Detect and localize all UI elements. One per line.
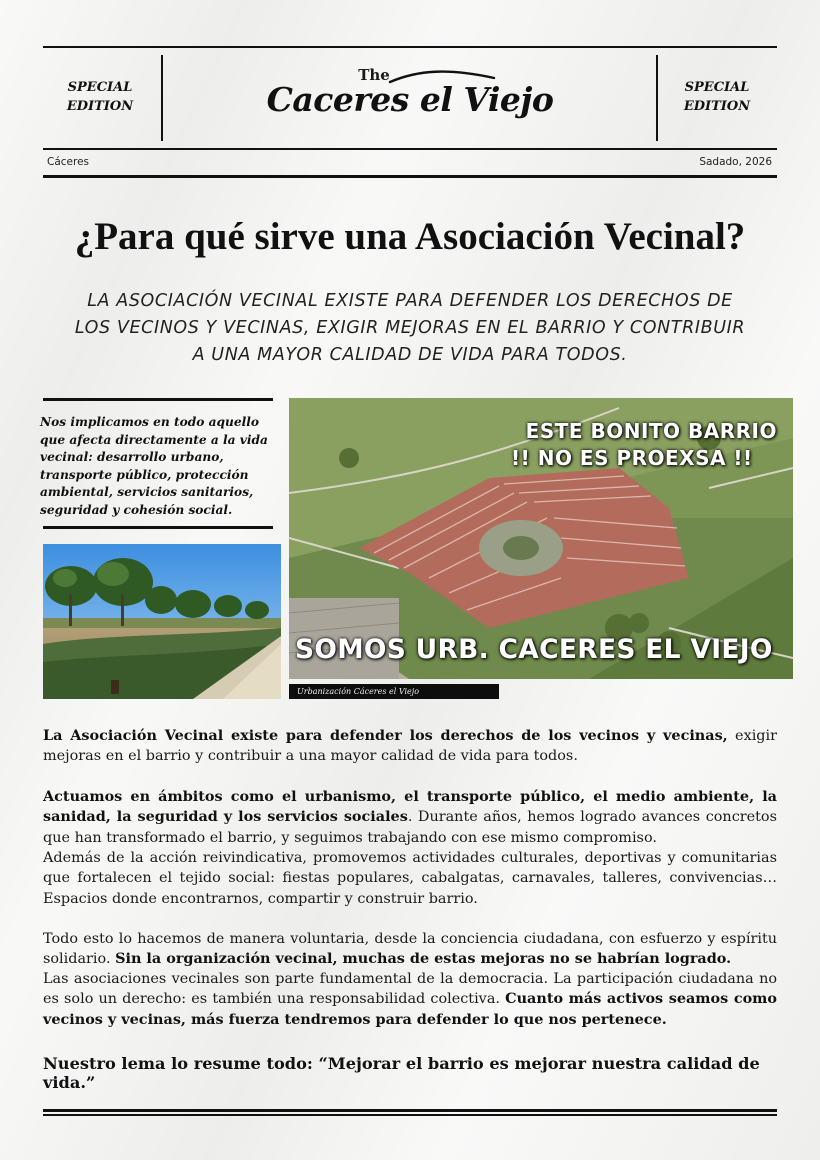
special-edition-left: SPECIAL EDITION: [66, 80, 134, 114]
motto: Nuestro lema lo resume todo: “Mejorar el barrio es mejorar nuestra calidad de vida.”: [43, 1054, 760, 1092]
aerial-photo: [289, 398, 793, 679]
masthead-bottom-rule: [43, 148, 777, 150]
dateline-date: Sadado, 2026: [699, 156, 772, 168]
dateline-rule: [43, 175, 777, 178]
paragraph-3: [43, 848, 777, 909]
paragraph-5-bold: Cuanto más activos seamos como vecinos y vecinas, más fuerza tendremos para defender lo que nos pertenece.: [43, 990, 777, 1028]
paragraph-2-rest: . Durante años, hemos logrado avances concretos que han transformado el barrio, y seguimos trabajando con ese mismo compromiso.: [43, 809, 777, 846]
headline: ¿Para qué sirve una Asociación Vecinal?: [74, 215, 746, 258]
paragraph-4-rest: Todo esto lo hacemos de manera voluntaria, desde la conciencia ciudadana, con esfuerzo y espíritu solidario.: [43, 931, 777, 968]
park-photo: [43, 544, 281, 699]
lead-top-rule: [43, 398, 273, 401]
lead-bottom-rule: [43, 526, 273, 529]
photo-overlay-bottom: SOMOS URB. CACERES EL VIEJO: [295, 634, 773, 665]
special-edition-right: SPECIAL EDITION: [683, 80, 751, 114]
paragraph-3-text: Además de la acción reivindicativa, promovemos actividades culturales, deportivas y comunitarias que fortalecen el tejido social: fiestas populares, cabalgatas, carnavales, talleres, convivencias… Espacios donde encontrarnos, compartir y construir barrio.: [43, 850, 777, 907]
lead-paragraph: Nos implicamos en todo aquello que afecta directamente a la vida vecinal: desarrollo urbano, transporte público, protección ambiental, servicios sanitarios, seguridad y cohesión social.: [40, 415, 268, 517]
paragraph-4: [43, 929, 777, 970]
top-rule: [43, 46, 777, 48]
paragraph-4-bold: Sin la organización vecinal, muchas de estas mejoras no se habrían logrado.: [115, 950, 732, 968]
paragraph-5: [43, 969, 777, 1030]
paragraph-5-rest: Las asociaciones vecinales son parte fundamental de la democracia. La participación ciudadana no es solo un derecho: es también una responsabilidad colectiva.: [43, 971, 777, 1008]
paragraph-1-rest: exigir mejoras en el barrio y contribuir a una mayor calidad de vida para todos.: [43, 728, 777, 765]
subheadline: LA ASOCIACIÓN VECINAL EXISTE PARA DEFENDER LOS DERECHOS DE LOS VECINOS Y VECINAS, EXIGIR MEJORAS EN EL BARRIO Y CONTRIBUIR A UNA MAYOR CALIDAD DE VIDA PARA TODOS.: [74, 291, 746, 365]
masthead-left-divider: [161, 55, 163, 141]
paragraph-1-bold: La Asociación Vecinal existe para defender los derechos de los vecinos y vecinas,: [43, 727, 728, 744]
logo-the: The: [358, 66, 390, 84]
photo-overlay-line1: ESTE BONITO BARRIO: [525, 419, 777, 443]
footer-rule-bottom: [43, 1114, 777, 1116]
paragraph-1: [43, 726, 777, 767]
newspaper-logo: Caceres el Viejo: [266, 80, 554, 119]
photo-caption: Urbanización Cáceres el Viejo: [289, 684, 499, 699]
paragraph-2-bold: Actuamos en ámbitos como el urbanismo, el transporte público, el medio ambiente, la sanidad, la seguridad y los servicios sociales: [43, 788, 777, 826]
paragraph-2: [43, 787, 777, 848]
footer-rule-top: [43, 1109, 777, 1112]
photo-overlay-line2: !! NO ES PROEXSA !!: [511, 446, 753, 470]
dateline-location: Cáceres: [47, 156, 90, 168]
